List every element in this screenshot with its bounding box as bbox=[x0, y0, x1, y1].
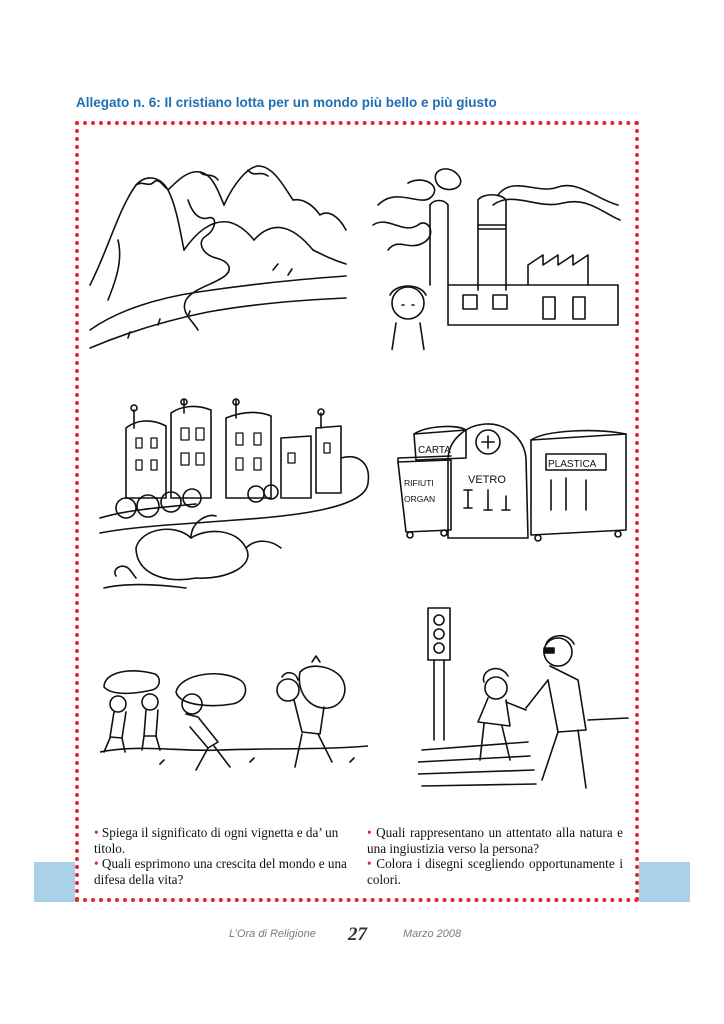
mountains-river-panel bbox=[88, 160, 350, 350]
page-number: 27 bbox=[348, 924, 367, 945]
page-title: Allegato n. 6: Il cristiano lotta per un mondo più bello e più giusto bbox=[76, 95, 497, 110]
rifiuti-label: RIFIUTI bbox=[404, 478, 434, 488]
plastica-label: PLASTICA bbox=[548, 459, 597, 470]
left-blue-bar bbox=[34, 862, 75, 902]
magazine-name: L’Ora di Religione bbox=[229, 928, 316, 940]
page-footer bbox=[0, 924, 724, 948]
issue-date: Marzo 2008 bbox=[403, 928, 462, 940]
child-labor-panel bbox=[100, 652, 368, 777]
factory-pollution-panel bbox=[368, 165, 626, 350]
question-2: • Quali esprimono una crescita del mondo e una difesa della vita? bbox=[94, 856, 347, 887]
city-waste-panel bbox=[96, 398, 376, 590]
carta-label: CARTA bbox=[418, 445, 451, 456]
organ-label: ORGAN bbox=[404, 494, 436, 504]
questions-left bbox=[94, 825, 356, 887]
questions-right bbox=[367, 825, 623, 887]
right-blue-bar bbox=[639, 862, 690, 902]
question-1: • Spiega il significato di ogni vignetta e da’ un titolo. bbox=[94, 825, 339, 856]
question-3: • Quali rappresentano un attentato alla natura e una ingiustizia verso la persona? bbox=[367, 825, 623, 856]
question-4: • Colora i disegni scegliendo opportunamente i colori. bbox=[367, 856, 623, 887]
vetro-label: VETRO bbox=[468, 474, 506, 486]
pedestrian-crossing-panel bbox=[418, 600, 630, 795]
recycling-bins-panel bbox=[396, 420, 630, 545]
